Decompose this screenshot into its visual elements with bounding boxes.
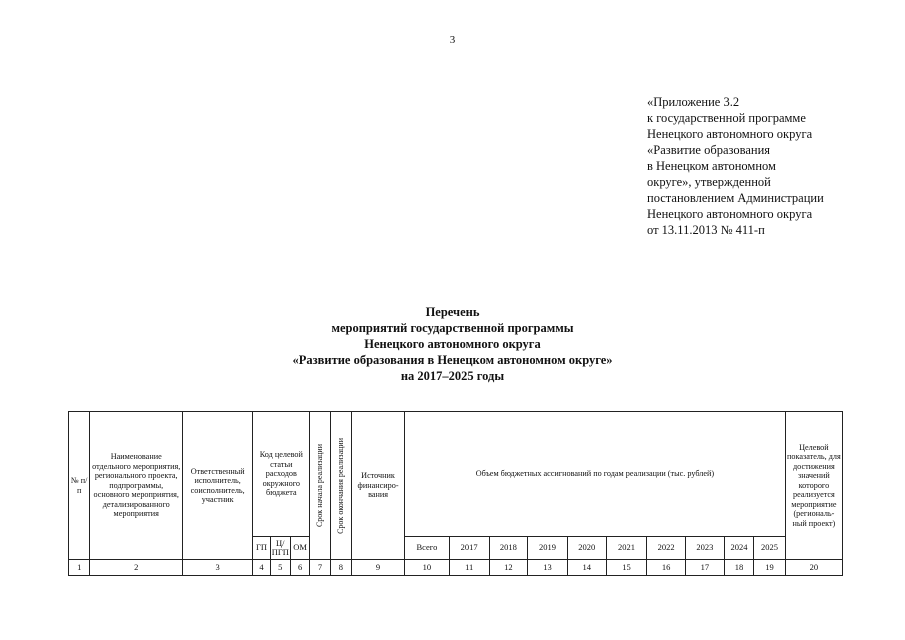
- header-total: Всего: [405, 537, 450, 560]
- column-number: 20: [785, 560, 842, 576]
- header-year: 2025: [754, 537, 786, 560]
- header-year: 2020: [567, 537, 606, 560]
- header-start-text: Срок начала реализации: [315, 443, 325, 528]
- annex-block: [647, 94, 887, 238]
- header-source: Источник финансиро-вания: [352, 412, 405, 560]
- header-num: № п/п: [69, 412, 90, 560]
- column-number: 4: [253, 560, 270, 576]
- column-number: 17: [686, 560, 725, 576]
- column-number: 15: [606, 560, 647, 576]
- header-code-om: ОМ: [290, 537, 309, 560]
- header-volume: Объем бюджетных ассигнований по годам реализации (тыс. рублей): [405, 412, 786, 537]
- column-number: 8: [330, 560, 351, 576]
- measures-table: [68, 411, 843, 576]
- header-year: 2019: [528, 537, 568, 560]
- column-number: 11: [449, 560, 489, 576]
- column-number: 13: [528, 560, 568, 576]
- header-year: 2022: [647, 537, 686, 560]
- header-year: 2023: [686, 537, 725, 560]
- title-line: мероприятий государственной программы: [331, 321, 574, 335]
- column-number: 9: [352, 560, 405, 576]
- column-number: 5: [270, 560, 290, 576]
- column-number: 10: [405, 560, 450, 576]
- column-number: 7: [310, 560, 330, 576]
- header-indicator: Целевой показатель, для достижения значений которого реализуется мероприятие (региональ-ный проект): [785, 412, 842, 560]
- page-number: 3: [449, 34, 456, 46]
- title-line: Ненецкого автономного округа: [364, 337, 541, 351]
- header-responsible: Ответственный исполнитель, соисполнитель, участник: [183, 412, 253, 560]
- annex-line: «Приложение 3.2: [647, 95, 740, 109]
- document-title: [0, 304, 905, 384]
- annex-line: «Развитие образования: [647, 143, 771, 157]
- column-number: 2: [90, 560, 183, 576]
- annex-line: Ненецкого автономного округа: [647, 127, 813, 141]
- header-year: 2017: [449, 537, 489, 560]
- annex-line: в Ненецком автономном: [647, 159, 776, 173]
- header-start: [310, 412, 330, 560]
- column-number: 14: [567, 560, 606, 576]
- column-number: 1: [69, 560, 90, 576]
- header-code-gp: ГП: [253, 537, 270, 560]
- column-number: 3: [183, 560, 253, 576]
- header-end: [330, 412, 351, 560]
- column-number: 19: [754, 560, 786, 576]
- header-year: 2021: [606, 537, 647, 560]
- header-code-cp: Ц/ПГП: [270, 537, 290, 560]
- header-year: 2024: [724, 537, 754, 560]
- column-number: 16: [647, 560, 686, 576]
- annex-line: Ненецкого автономного округа: [647, 207, 813, 221]
- title-line: на 2017–2025 годы: [400, 369, 505, 383]
- column-number: 18: [724, 560, 754, 576]
- column-number: 12: [489, 560, 528, 576]
- title-line: Перечень: [425, 305, 480, 319]
- title-line: «Развитие образования в Ненецком автономном округе»: [292, 353, 613, 367]
- header-code: Код целевой статьи расходов окружного бюджета: [253, 412, 310, 537]
- header-end-text: Срок окончания реализации: [336, 437, 346, 534]
- column-number: 6: [290, 560, 309, 576]
- annex-line: постановлением Администрации: [647, 191, 824, 205]
- header-name: Наименование отдельного мероприятия, регионального проекта, подпрограммы, основного мероприятия, детализированного мероприятия: [90, 412, 183, 560]
- header-year: 2018: [489, 537, 528, 560]
- annex-line: к государственной программе: [647, 111, 806, 125]
- annex-line: округе», утвержденной: [647, 175, 771, 189]
- annex-line: от 13.11.2013 № 411-п: [647, 223, 765, 237]
